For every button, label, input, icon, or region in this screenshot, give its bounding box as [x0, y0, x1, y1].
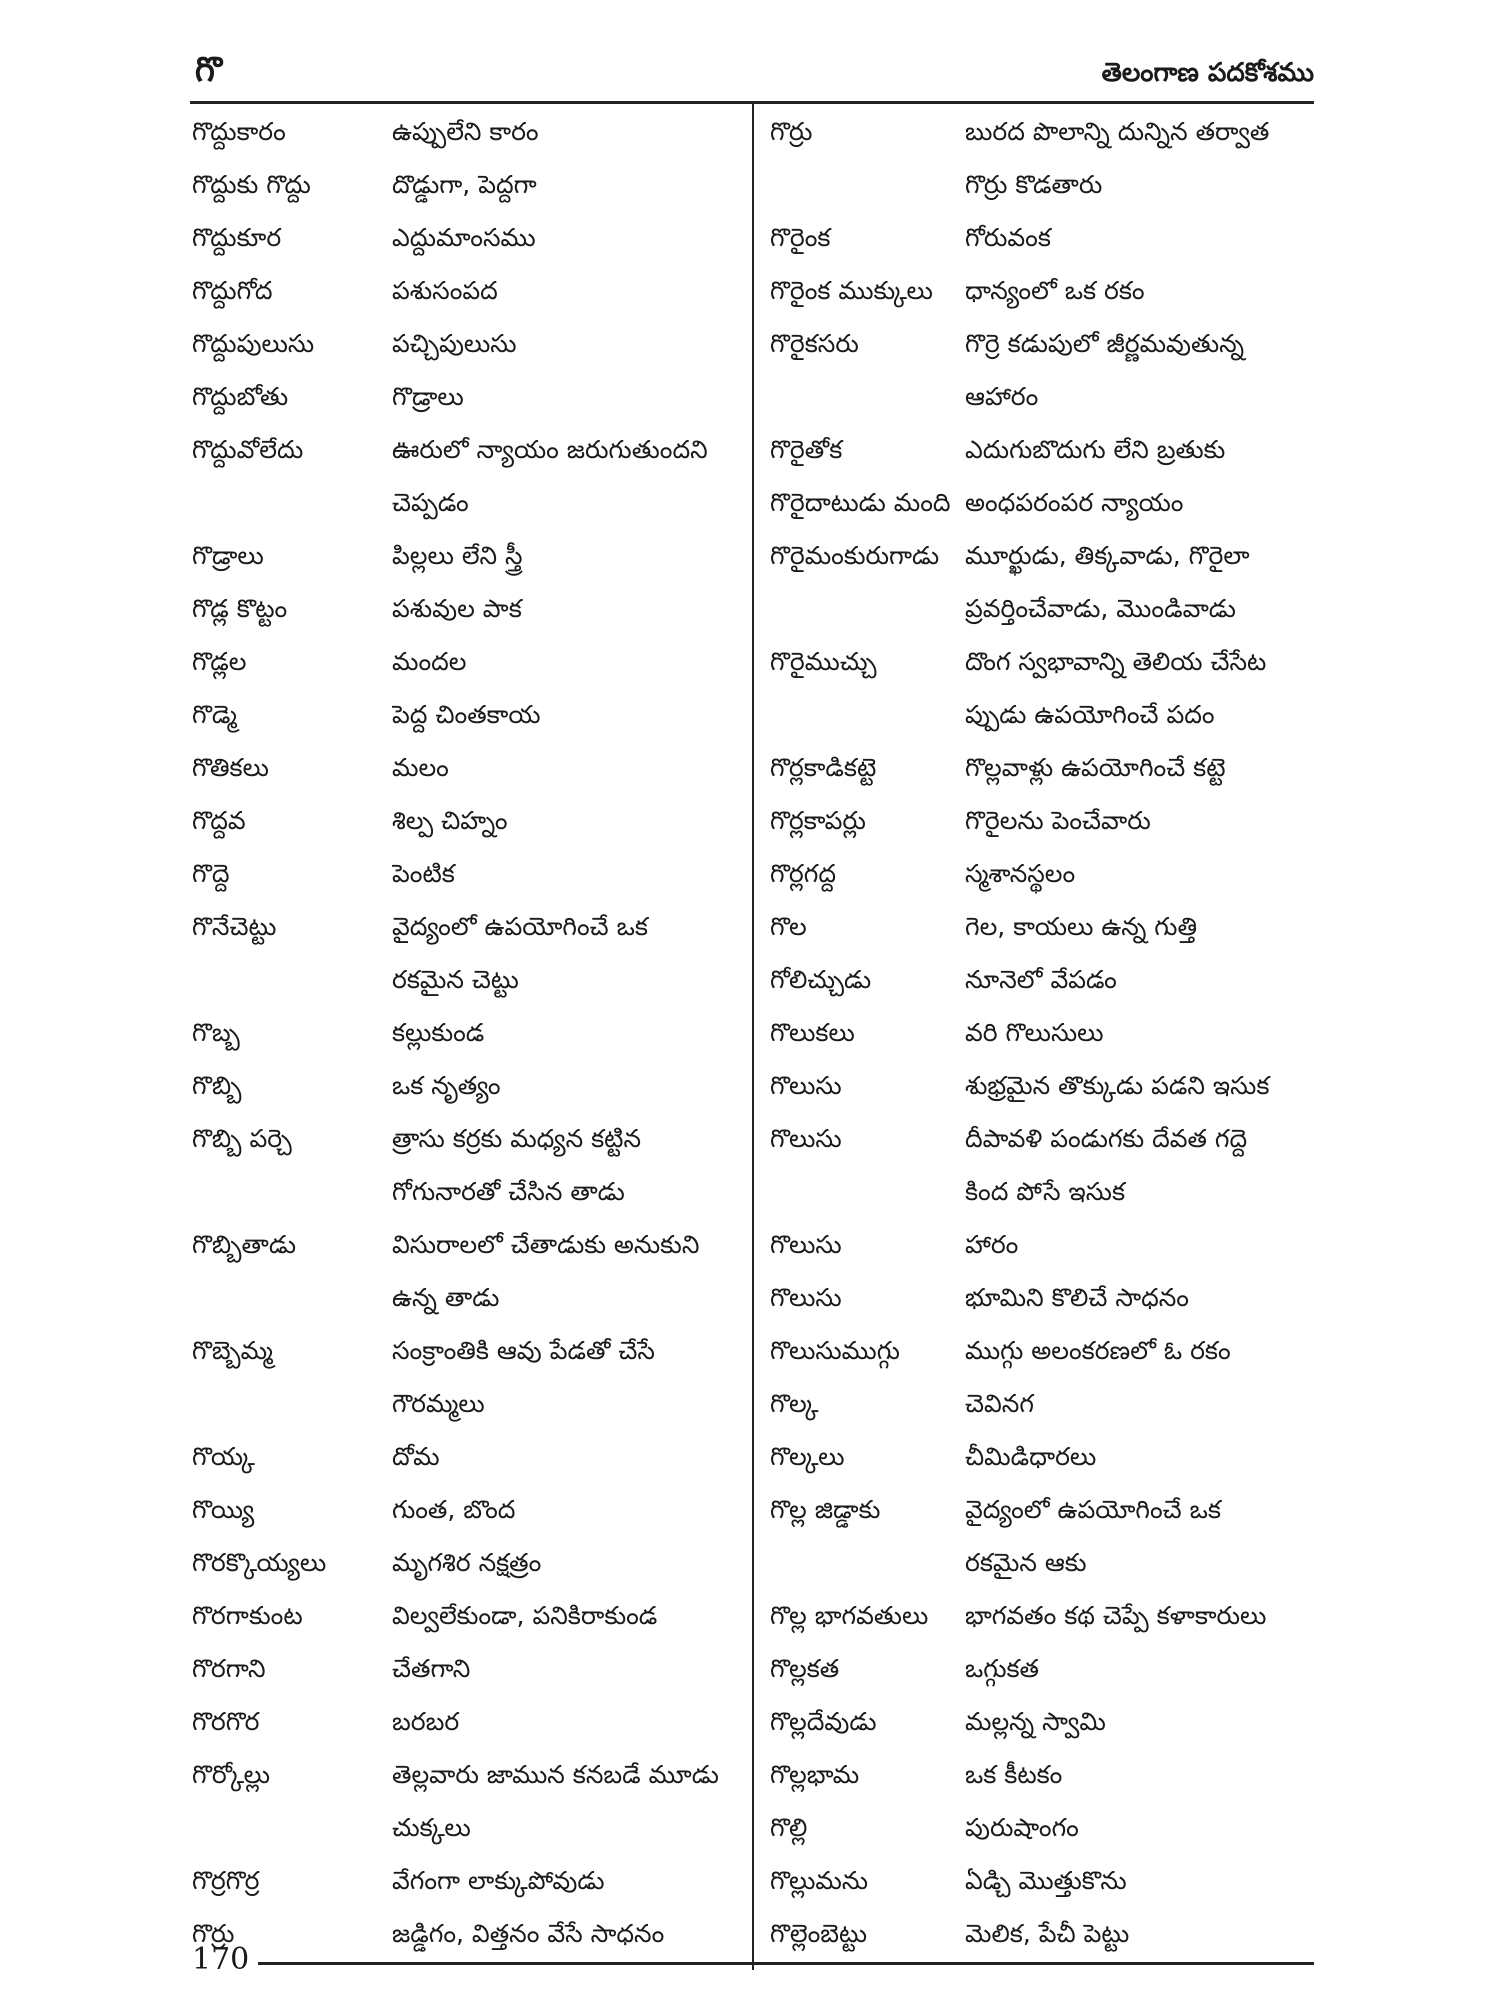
entry-continuation-line [192, 956, 744, 1009]
definition: చెప్పడం [392, 487, 469, 517]
headword: గొడ్లల [192, 646, 247, 676]
definition: చీమిడిధారలు [965, 1441, 1097, 1471]
footer-rule [258, 1962, 1314, 1965]
definition: అంధపరంపర న్యాయం [965, 487, 1184, 517]
definition: స్మశానస్థలం [965, 858, 1076, 888]
entry-continuation-line [192, 1804, 744, 1857]
definition: గౌరమ్మలు [392, 1388, 485, 1418]
entry-continuation-line [192, 1168, 744, 1221]
definition: గొరైలను పెంచేవారు [965, 805, 1151, 835]
definition: చేతగాని [392, 1653, 471, 1683]
headword: గొలుసు [770, 1229, 842, 1259]
headword: గొలుసు [770, 1282, 842, 1312]
headword: గొర్రు [770, 116, 813, 146]
headword: గొయ్యి [192, 1494, 255, 1524]
entry-line [192, 797, 744, 850]
entry-line [192, 1645, 744, 1698]
definition: ఒక కీటకం [965, 1759, 1063, 1789]
entry-line [192, 1115, 744, 1168]
headword: గొలుసు [770, 1070, 842, 1100]
entry-continuation-line [770, 585, 1315, 638]
headword: గోలిచ్చుడు [770, 964, 872, 994]
definition: పిల్లలు లేని స్త్రీ [392, 540, 523, 570]
definition: ఒగ్గుకత [965, 1653, 1040, 1683]
entry-line [192, 1751, 744, 1804]
entry-line [192, 1486, 744, 1539]
entry-line [192, 1062, 744, 1115]
entry-line [192, 1433, 744, 1486]
definition: ఉన్న తాడు [392, 1282, 500, 1312]
entry-line [770, 1804, 1315, 1857]
entry-continuation-line [192, 479, 744, 532]
definition: గొడ్రాలు [392, 381, 464, 411]
entry-continuation-line [770, 691, 1315, 744]
headword: గొరైకసరు [770, 328, 859, 358]
definition: శిల్ప చిహ్నం [392, 805, 508, 835]
headword: గొబ్బి [192, 1070, 242, 1100]
entry-line [192, 1592, 744, 1645]
definition: దొంగ స్వభావాన్ని తెలియ చేసేట [965, 646, 1267, 676]
left-column [192, 108, 744, 1963]
definition: వైద్యంలో ఉపయోగించే ఒక [392, 911, 648, 941]
definition: గొర్రె కడుపులో జీర్ణమవుతున్న [965, 328, 1245, 358]
headword: గొర్కోల్లు [192, 1759, 271, 1789]
headword: గొల్ల భాగవతులు [770, 1600, 929, 1630]
definition: మృగశిర నక్షత్రం [392, 1547, 542, 1577]
entry-line [770, 744, 1315, 797]
headword: గొల్లి [770, 1812, 808, 1842]
definition: గోగునారతో చేసిన తాడు [392, 1176, 625, 1206]
definition: ఏడ్చి మొత్తుకొను [965, 1865, 1127, 1895]
entry-line [770, 956, 1315, 1009]
definition: విల్వలేకుండా, పనికిరాకుండ [392, 1600, 658, 1630]
headword: గొల్ల జిడ్డాకు [770, 1494, 881, 1524]
entry-line [192, 373, 744, 426]
definition: గుంత, బొంద [392, 1494, 516, 1524]
headword: గొల్లదేవుడు [770, 1706, 877, 1736]
entry-line [770, 1062, 1315, 1115]
entry-line [770, 1009, 1315, 1062]
headword: గొల్లకత [770, 1653, 840, 1683]
definition: పెద్ద చింతకాయ [392, 699, 541, 729]
entry-line [770, 320, 1315, 373]
definition: విసురాలలో చేతాడుకు అనుకుని [392, 1229, 700, 1259]
entry-line [770, 1433, 1315, 1486]
entry-line [770, 1486, 1315, 1539]
entry-line [192, 320, 744, 373]
headword: గొరగాని [192, 1653, 266, 1683]
headword: గొల్క [770, 1388, 819, 1418]
entry-line [192, 1009, 744, 1062]
entry-line [770, 1645, 1315, 1698]
entry-line [192, 1221, 744, 1274]
definition: కింద పోసే ఇసుక [965, 1176, 1125, 1206]
headword: గొలుసుముగ్గు [770, 1335, 900, 1365]
headword: గొరైతోక [770, 434, 843, 464]
entry-line [192, 744, 744, 797]
headword: గొద్దుగోద [192, 275, 273, 305]
headword: గొద్దుకు గొద్దు [192, 169, 311, 199]
entry-line [192, 1327, 744, 1380]
definition: పెంటిక [392, 858, 455, 888]
headword: గొలుసు [770, 1123, 842, 1153]
entry-line [770, 1115, 1315, 1168]
entry-line [192, 214, 744, 267]
headword: గొలుకలు [770, 1017, 855, 1047]
definition: భాగవతం కథ చెప్పే కళాకారులు [965, 1600, 1267, 1630]
headword: గొతికలు [192, 752, 269, 782]
definition: శుభ్రమైన తొక్కుడు పడని ఇసుక [965, 1070, 1270, 1100]
definition: ఎద్దుమాంసము [392, 222, 536, 252]
entry-line [770, 1592, 1315, 1645]
entry-line [770, 108, 1315, 161]
entry-line [770, 1751, 1315, 1804]
definition: గొర్రు కొడతారు [965, 169, 1103, 199]
definition: రకమైన ఆకు [965, 1547, 1087, 1577]
headword: గొర్లకాపర్లు [770, 805, 866, 835]
entry-line [192, 903, 744, 956]
column-divider [752, 104, 754, 1970]
entry-line [192, 638, 744, 691]
headword: గొద్దుబోతు [192, 381, 289, 411]
headword: గొద్దవ [192, 805, 246, 835]
headword: గొరగొర [192, 1706, 260, 1736]
definition: మందల [392, 646, 467, 676]
section-letter: గొ [195, 50, 223, 90]
definition: ఆహారం [965, 381, 1039, 411]
headword: గొనేచెట్టు [192, 911, 277, 941]
definition: తెల్లవారు జామున కనబడే మూడు [392, 1759, 719, 1789]
entry-line [770, 214, 1315, 267]
definition: ముగ్గు అలంకరణలో ఓ రకం [965, 1335, 1231, 1365]
definition: మెలిక, పేచీ పెట్టు [965, 1918, 1130, 1948]
definition: ఊరులో న్యాయం జరుగుతుందని [392, 434, 708, 464]
headword: గొరైదాటుడు మంది [770, 487, 951, 517]
entry-line [192, 1857, 744, 1910]
definition: దోమ [392, 1441, 440, 1471]
definition: హారం [965, 1229, 1019, 1259]
headword: గొల్లభామ [770, 1759, 860, 1789]
entry-line [770, 638, 1315, 691]
definition: మూర్ఖుడు, తిక్కవాడు, గొరైలా [965, 540, 1250, 570]
headword: గొల [770, 911, 807, 941]
entry-line [192, 850, 744, 903]
entry-continuation-line [770, 1168, 1315, 1221]
definition: కల్లుకుండ [392, 1017, 485, 1047]
right-column [770, 108, 1315, 1963]
definition: దొడ్డుగా, పెద్దగా [392, 169, 537, 199]
definition: ఒక నృత్యం [392, 1070, 501, 1100]
entry-line [192, 426, 744, 479]
entry-line [770, 267, 1315, 320]
headword: గొరైమంకురుగాడు [770, 540, 940, 570]
definition: వరి గొలుసులు [965, 1017, 1104, 1047]
definition: నూనెలో వేపడం [965, 964, 1117, 994]
definition: సంక్రాంతికి ఆవు పేడతో చేసే [392, 1335, 655, 1365]
definition: బురద పొలాన్ని దున్నిన తర్వాత [965, 116, 1270, 146]
entry-line [770, 903, 1315, 956]
headword: గొరగాకుంట [192, 1600, 303, 1630]
entry-continuation-line [770, 1539, 1315, 1592]
headword: గొడ్ల కొట్టం [192, 593, 288, 623]
definition: చెవినగ [965, 1388, 1034, 1418]
definition: మల్లన్న స్వామి [965, 1706, 1106, 1736]
entry-continuation-line [770, 161, 1315, 214]
entry-line [770, 479, 1315, 532]
headword: గొరైంక ముక్కులు [770, 275, 933, 305]
headword: గొరైముచ్చు [770, 646, 877, 676]
entry-line [192, 691, 744, 744]
headword: గొల్కలు [770, 1441, 845, 1471]
entry-line [770, 1221, 1315, 1274]
headword: గొరక్కొయ్యలు [192, 1547, 327, 1577]
definition: భూమిని కొలిచే సాధనం [965, 1282, 1189, 1312]
headword: గొయ్క [192, 1441, 255, 1471]
entry-line [192, 108, 744, 161]
entry-line [770, 1910, 1315, 1963]
definition: త్రాసు కర్రకు మధ్యన కట్టిన [392, 1123, 641, 1153]
definition: మలం [392, 752, 449, 782]
definition: దీపావళి పండుగకు దేవత గద్దె [965, 1123, 1248, 1153]
entry-line [770, 426, 1315, 479]
definition: జడ్డిగం, విత్తనం వేసే సాధనం [392, 1918, 665, 1948]
entry-line [770, 1380, 1315, 1433]
definition: బరబర [392, 1706, 460, 1736]
entry-line [192, 585, 744, 638]
entry-continuation-line [192, 1380, 744, 1433]
entry-line [192, 1910, 744, 1963]
headword: గొద్దువోలేదు [192, 434, 304, 464]
definition: పురుషాంగం [965, 1812, 1079, 1842]
entry-line [770, 532, 1315, 585]
entry-continuation-line [770, 373, 1315, 426]
entry-line [770, 797, 1315, 850]
headword: గొర్లగద్ద [770, 858, 836, 888]
headword: గొర్రు [192, 1918, 235, 1948]
page-number: 170 [192, 1942, 250, 1977]
definition: ధాన్యంలో ఒక రకం [965, 275, 1145, 305]
headword: గొడ్మె [192, 699, 237, 729]
headword: గొద్దె [192, 858, 230, 888]
headword: గొబ్బ [192, 1017, 240, 1047]
headword: గొర్లకాడికట్టె [770, 752, 877, 782]
entry-line [770, 1327, 1315, 1380]
definition: ప్రవర్తించేవాడు, మొండివాడు [965, 593, 1236, 623]
headword: గొద్దుపులుసు [192, 328, 315, 358]
definition: ఎదుగుబొదుగు లేని బ్రతుకు [965, 434, 1226, 464]
entry-line [192, 161, 744, 214]
entry-line [192, 1539, 744, 1592]
definition: గోరువంక [965, 222, 1051, 252]
definition: గెల, కాయలు ఉన్న గుత్తి [965, 911, 1197, 941]
definition: పశుసంపద [392, 275, 498, 305]
headword: గొర్రగొర్ర [192, 1865, 260, 1895]
headword: గొరైంక [770, 222, 831, 252]
entry-line [192, 1698, 744, 1751]
definition: వైద్యంలో ఉపయోగించే ఒక [965, 1494, 1221, 1524]
definition: వేగంగా లాక్కుపోవుడు [392, 1865, 605, 1895]
entry-line [770, 1274, 1315, 1327]
headword: గొల్లుమను [770, 1865, 869, 1895]
headword: గొబ్బెమ్మ [192, 1335, 273, 1365]
definition: గొల్లవాళ్లు ఉపయోగించే కట్టె [965, 752, 1226, 782]
definition: పచ్చిపులుసు [392, 328, 517, 358]
definition: రకమైన చెట్టు [392, 964, 519, 994]
definition: ఉప్పులేని కారం [392, 116, 539, 146]
entry-line [770, 850, 1315, 903]
entry-line [192, 267, 744, 320]
entry-line [192, 532, 744, 585]
headword: గొల్లెంబెట్టు [770, 1918, 868, 1948]
headword: గొబ్బితాడు [192, 1229, 297, 1259]
entry-line [770, 1857, 1315, 1910]
entry-line [770, 1698, 1315, 1751]
headword: గొద్దుకారం [192, 116, 286, 146]
running-title: తెలంగాణ పదకోశము [1101, 58, 1314, 88]
definition: పశువుల పాక [392, 593, 522, 623]
definition: ప్పుడు ఉపయోగించే పదం [965, 699, 1215, 729]
headword: గొడ్రాలు [192, 540, 264, 570]
headword: గొబ్బి పర్చె [192, 1123, 292, 1153]
entry-continuation-line [192, 1274, 744, 1327]
headword: గొద్దుకూర [192, 222, 282, 252]
definition: చుక్కలు [392, 1812, 471, 1842]
